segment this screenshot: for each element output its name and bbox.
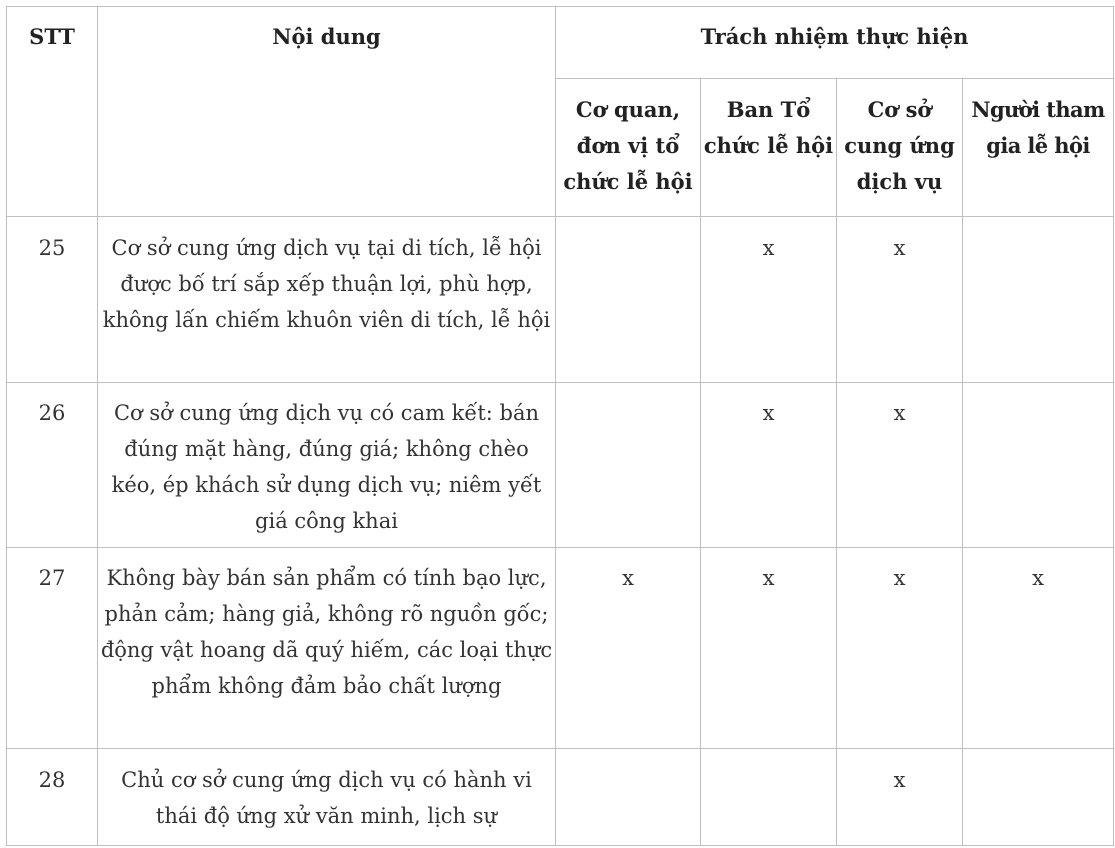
header-col-festival-board: Ban Tổ chức lễ hội xyxy=(701,79,837,217)
header-col-organizer-agency: Cơ quan, đơn vị tổ chức lễ hội xyxy=(556,79,701,217)
table-row xyxy=(7,749,1114,846)
row-mark xyxy=(963,383,1114,548)
row-mark: x xyxy=(556,548,701,749)
row-mark: x xyxy=(837,749,963,846)
responsibility-table xyxy=(6,6,1114,846)
row-mark: x xyxy=(701,217,837,383)
row-mark: x xyxy=(837,383,963,548)
table-row xyxy=(7,548,1114,749)
row-mark xyxy=(556,749,701,846)
header-responsibility: Trách nhiệm thực hiện xyxy=(556,7,1114,79)
row-content: Không bày bán sản phẩm có tính bạo lực, phản cảm; hàng giả, không rõ nguồn gốc; động vật hoang dã quý hiếm, các loại thực phẩm không đảm bảo chất lượng xyxy=(98,548,556,749)
row-stt: 26 xyxy=(7,383,98,548)
row-mark: x xyxy=(701,383,837,548)
header-content: Nội dung xyxy=(98,7,556,217)
row-mark: x xyxy=(701,548,837,749)
row-mark: x xyxy=(963,548,1114,749)
row-content: Cơ sở cung ứng dịch vụ tại di tích, lễ hội được bố trí sắp xếp thuận lợi, phù hợp, không lấn chiếm khuôn viên di tích, lễ hội xyxy=(98,217,556,383)
row-mark xyxy=(963,749,1114,846)
header-row-top xyxy=(7,7,1114,79)
row-mark xyxy=(556,383,701,548)
row-mark: x xyxy=(837,217,963,383)
row-mark xyxy=(701,749,837,846)
table-row xyxy=(7,217,1114,383)
row-content: Cơ sở cung ứng dịch vụ có cam kết: bán đúng mặt hàng, đúng giá; không chèo kéo, ép khách sử dụng dịch vụ; niêm yết giá công khai xyxy=(98,383,556,548)
row-stt: 27 xyxy=(7,548,98,749)
table-row xyxy=(7,383,1114,548)
header-col-participants: Người tham gia lễ hội xyxy=(963,79,1114,217)
header-stt: STT xyxy=(7,7,98,217)
row-mark xyxy=(556,217,701,383)
row-mark: x xyxy=(837,548,963,749)
header-col-service-provider: Cơ sở cung ứng dịch vụ xyxy=(837,79,963,217)
row-mark xyxy=(963,217,1114,383)
row-stt: 25 xyxy=(7,217,98,383)
row-content: Chủ cơ sở cung ứng dịch vụ có hành vi thái độ ứng xử văn minh, lịch sự xyxy=(98,749,556,846)
row-stt: 28 xyxy=(7,749,98,846)
